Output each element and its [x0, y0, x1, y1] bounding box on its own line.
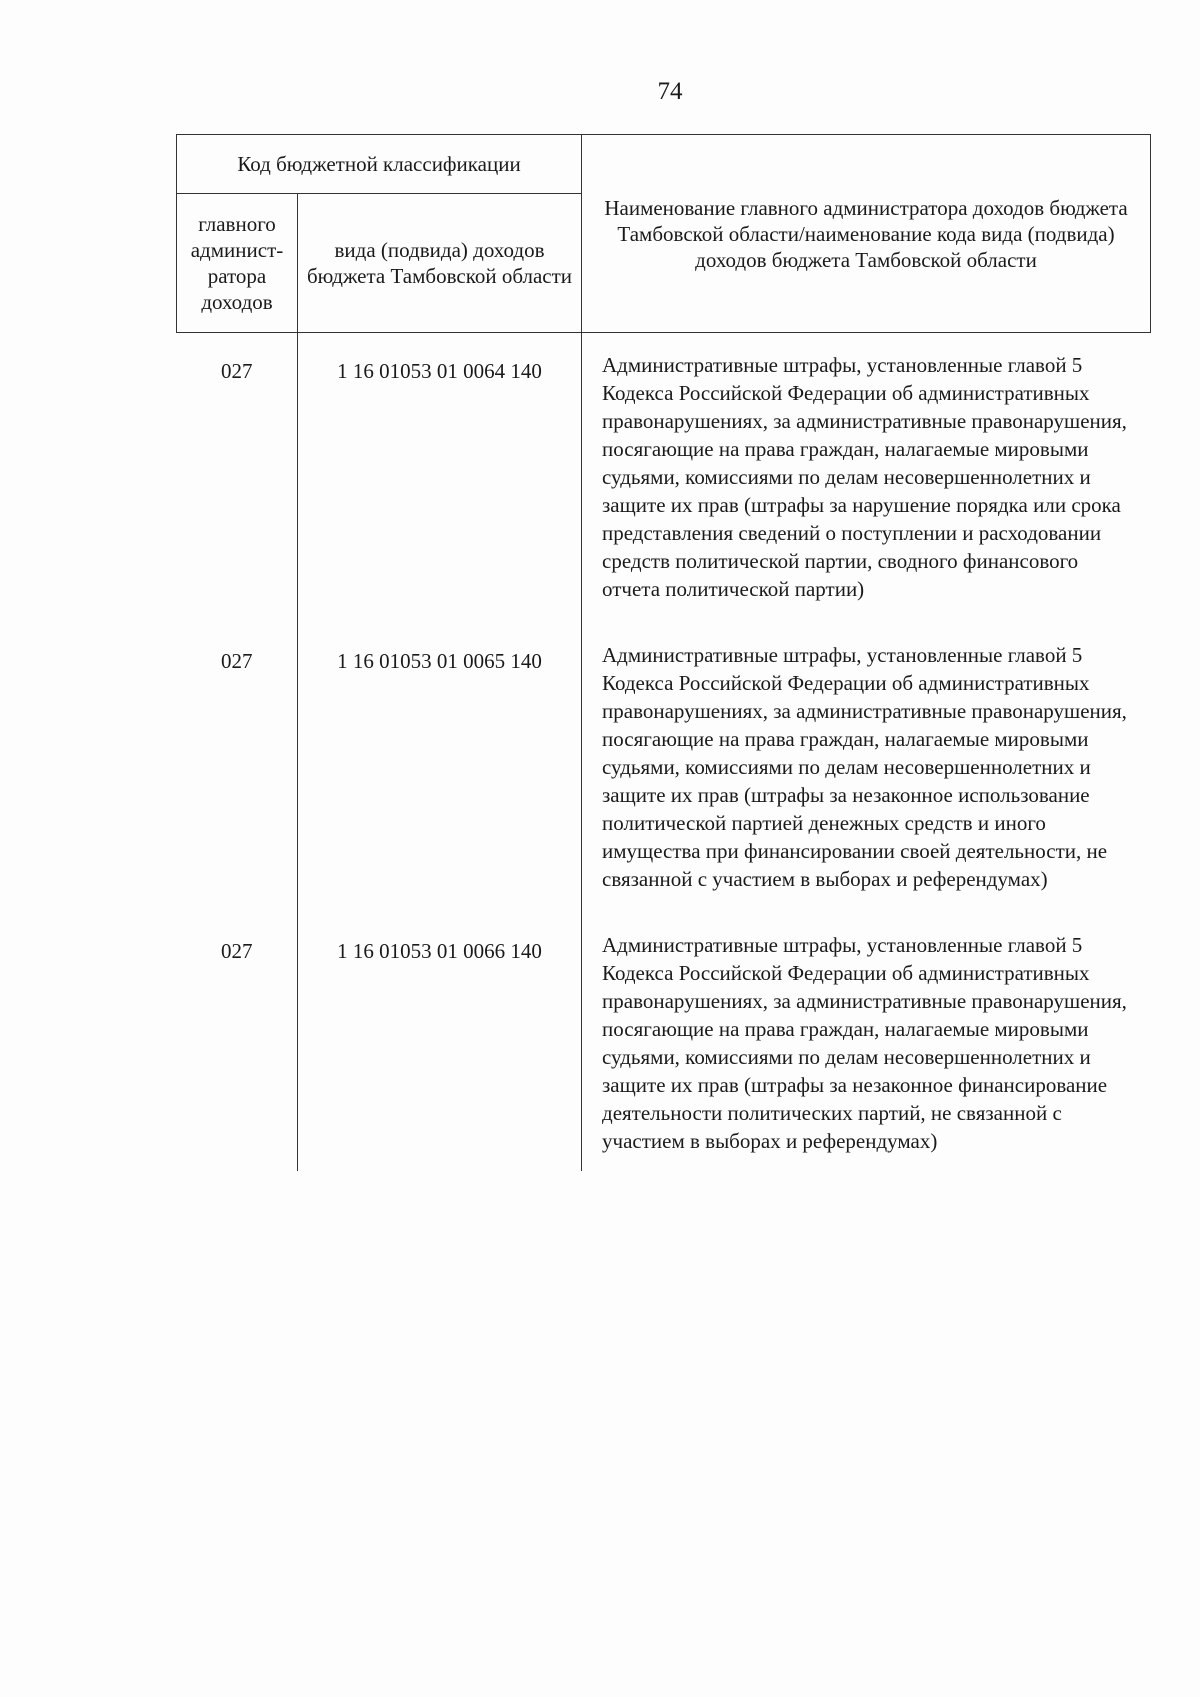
- page-number: 74: [657, 78, 683, 105]
- budget-classification-table: [176, 134, 1150, 1171]
- row-income-code: 1 16 01053 01 0064 140: [298, 333, 582, 624]
- row-description: Административные штрафы, установленные главой 5 Кодекса Российской Федерации об административных правонарушениях, за административные правонарушения, посягающие на права граждан, налагаемые мировыми судьями, комиссиями по делам несовершеннолетних и защите их прав (штрафы за нарушение порядка или срока представления сведений о поступлении и расходовании средств политической партии, сводного финансового отчета политической партии): [582, 333, 1151, 624]
- row-admin-code: 027: [221, 649, 253, 673]
- row-description: Административные штрафы, установленные главой 5 Кодекса Российской Федерации об административных правонарушениях, за административные правонарушения, посягающие на права граждан, налагаемые мировыми судьями, комиссиями по делам несовершеннолетних и защите их прав (штрафы за незаконное использование политической партией денежных средств и иного имущества при финансировании своей деятельности, не связанной с участием в выборах и референдумах): [582, 623, 1151, 913]
- table-row: [177, 333, 1151, 624]
- row-admin-code: 027: [221, 939, 253, 963]
- table-row: [177, 913, 1151, 1171]
- header-col-admin: главного админист-ратора доходов: [177, 194, 298, 333]
- header-group-title: Код бюджетной классификации: [177, 135, 582, 194]
- row-admin-code: 027: [221, 359, 253, 383]
- row-description: Административные штрафы, установленные главой 5 Кодекса Российской Федерации об административных правонарушениях, за административные правонарушения, посягающие на права граждан, налагаемые мировыми судьями, комиссиями по делам несовершеннолетних и защите их прав (штрафы за незаконное финансирование деятельности политических партий, не связанной с участием в выборах и референдумах): [582, 913, 1151, 1171]
- header-col-kind: вида (подвида) доходов бюджета Тамбовской области: [298, 194, 582, 333]
- row-income-code: 1 16 01053 01 0065 140: [298, 623, 582, 913]
- table-header: [177, 135, 1151, 333]
- table-row: [177, 623, 1151, 913]
- row-income-code: 1 16 01053 01 0066 140: [298, 913, 582, 1171]
- table-body: [177, 333, 1151, 1172]
- header-col-name: Наименование главного администратора доходов бюджета Тамбовской области/наименование кода вида (подвида) доходов бюджета Тамбовской области: [582, 135, 1151, 333]
